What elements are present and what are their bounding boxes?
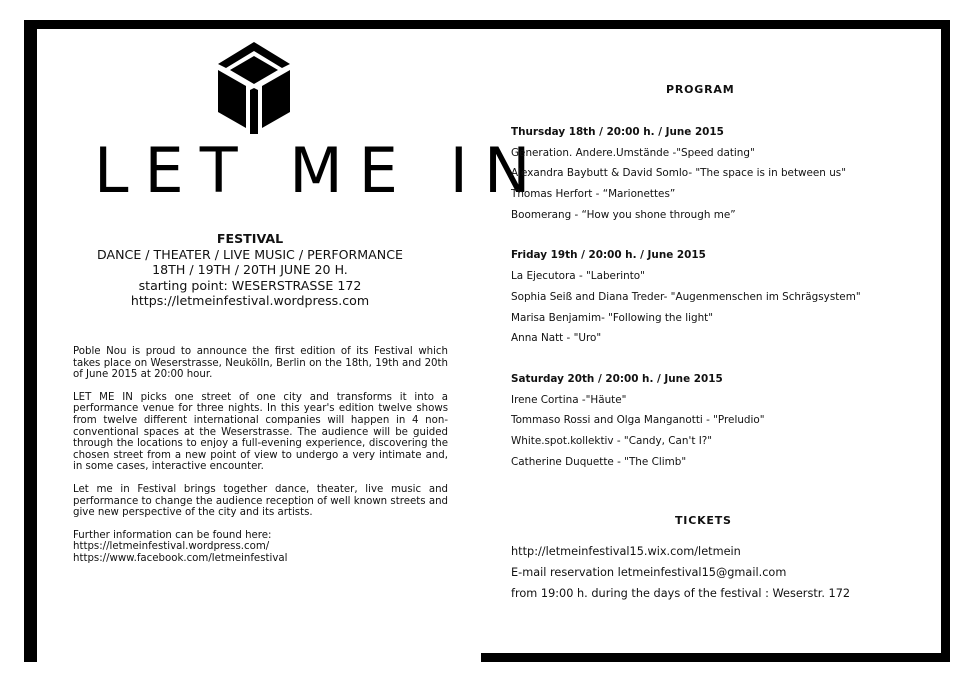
show-item: Irene Cortina -"Häute" — [511, 394, 627, 406]
intro-paragraph: LET ME IN picks one street of one city and transforms it into a performance venue for three nights. In this year's edition twelve shows from twelve different international companies will happen in 4 non-conventional spaces at the Weserstrasse. The audience will be guided through the locations to enjoy a full-evening experience, discovering the chosen street from a new point of view to undergo a very intimate and, in some cases, interactive encounter. — [73, 391, 448, 473]
frame-bottom-bar — [481, 653, 950, 662]
day-title: Friday 19th / 20:00 h. / June 2015 — [511, 249, 706, 261]
intro-text — [73, 346, 448, 565]
show-item: Thomas Herfort - “Marionettes” — [511, 188, 676, 200]
tickets-url-link[interactable]: http://letmeinfestival15.wix.com/letmein — [511, 545, 741, 558]
festival-info — [60, 231, 440, 309]
show-item: Sophia Seiß and Diana Treder- "Augenmenschen im Schrägsystem" — [511, 291, 861, 303]
show-item: La Ejecutora - "Laberinto" — [511, 270, 645, 282]
frame-left-bar — [24, 20, 37, 662]
day-title: Saturday 20th / 20:00 h. / June 2015 — [511, 373, 723, 385]
frame-right-bar — [941, 20, 950, 662]
show-item: Marisa Benjamim- "Following the light" — [511, 312, 714, 324]
festival-genres: DANCE / THEATER / LIVE MUSIC / PERFORMANCE — [97, 246, 403, 262]
wordpress-link[interactable]: https://letmeinfestival.wordpress.com/ — [73, 541, 270, 553]
program-heading: PROGRAM — [666, 83, 735, 96]
facebook-link[interactable]: https://www.facebook.com/letmeinfestival — [73, 552, 288, 564]
more-info-label: Further information can be found here: — [73, 529, 272, 541]
show-item: White.spot.kollektiv - "Candy, Can't I?" — [511, 435, 713, 447]
show-item: Catherine Duquette - "The Climb" — [511, 456, 687, 468]
show-item: Tommaso Rossi and Olga Manganotti - "Preludio" — [511, 414, 765, 426]
festival-label: FESTIVAL — [216, 231, 284, 246]
day-title: Thursday 18th / 20:00 h. / June 2015 — [511, 126, 724, 138]
show-item: Boomerang - “How you shone through me” — [511, 209, 736, 221]
tickets-box-office: from 19:00 h. during the days of the festival : Weserstr. 172 — [511, 587, 851, 600]
show-item: Anna Natt - "Uro" — [511, 332, 602, 344]
festival-logo-icon — [218, 42, 290, 134]
intro-paragraph: Let me in Festival brings together dance, theater, live music and performance to change the audience reception of well known streets and give new perspective of the city and its artists. — [73, 483, 448, 519]
festival-starting-point: starting point: WESERSTRASSE 172 — [138, 277, 362, 293]
intro-paragraph: Poble Nou is proud to announce the first edition of its Festival which takes place on Weserstrasse, Neukölln, Berlin on the 18th, 19th and 20th of June 2015 at 20:00 hour. — [73, 346, 448, 381]
festival-dates: 18TH / 19TH / 20TH JUNE 20 H. — [152, 262, 348, 277]
tickets-heading: TICKETS — [675, 514, 732, 527]
tickets-email[interactable]: E-mail reservation letmeinfestival15@gmail.com — [511, 566, 787, 579]
show-item: Alexandra Baybutt & David Somlo- "The space is in between us" — [511, 167, 846, 179]
festival-website-link[interactable]: https://letmeinfestival.wordpress.com — [130, 293, 370, 308]
festival-title: LET ME IN — [94, 134, 547, 207]
frame-top-bar — [24, 20, 949, 29]
show-item: Generation. Andere.Umstände -"Speed dating" — [511, 147, 755, 159]
